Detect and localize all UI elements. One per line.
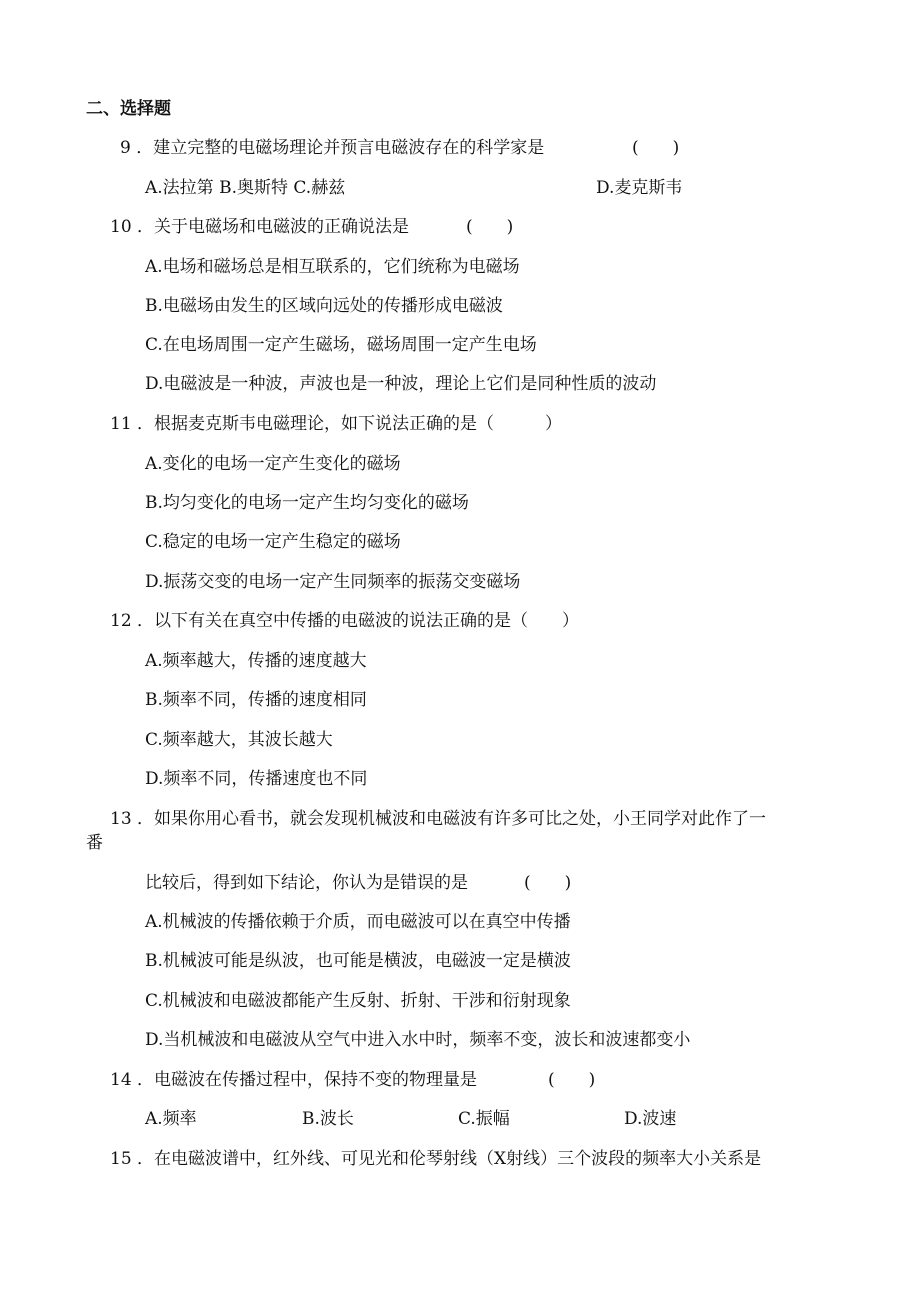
- question-10-option-a: A.电场和磁场总是相互联系的，它们统称为电磁场: [145, 257, 520, 277]
- question-13-stem: 13 ．如果你用心看书，就会发现机械波和电磁波有许多可比之处，小王同学对此作了一: [110, 809, 767, 829]
- question-12-option-d: D.频率不同，传播速度也不同: [145, 769, 368, 789]
- question-10-stem: 10 ．关于电磁场和电磁波的正确说法是: [110, 217, 410, 237]
- question-13-option-d: D.当机械波和电磁波从空气中进入水中时，频率不变，波长和波速都变小: [145, 1030, 691, 1050]
- question-13-stem-cont: 比较后，得到如下结论，你认为是错误的是: [145, 873, 468, 893]
- question-9-options-abc: A.法拉第 B.奥斯特 C.赫兹: [145, 178, 346, 198]
- question-9-option-d: D.麦克斯韦: [596, 178, 683, 198]
- question-11-option-d: D.振荡交变的电场一定产生同频率的振荡交变磁场: [145, 572, 521, 592]
- question-12-option-b: B.频率不同，传播的速度相同: [145, 690, 367, 710]
- question-12-stem: 12 ．以下有关在真空中传播的电磁波的说法正确的是（ ）: [110, 611, 580, 631]
- question-9-paren: ( ): [632, 138, 680, 158]
- question-10-option-d: D.电磁波是一种波，声波也是一种波，理论上它们是同种性质的波动: [145, 374, 657, 394]
- question-13-option-b: B.机械波可能是纵波，也可能是横波，电磁波一定是横波: [145, 951, 571, 971]
- question-14-stem: 14 ．电磁波在传播过程中，保持不变的物理量是: [110, 1070, 478, 1090]
- question-10-option-c: C.在电场周围一定产生磁场，磁场周围一定产生电场: [145, 335, 537, 355]
- question-14-option-c: C.振幅: [458, 1109, 510, 1129]
- question-14-option-b: B.波长: [302, 1109, 354, 1129]
- question-13-option-a: A.机械波的传播依赖于介质，而电磁波可以在真空中传播: [145, 912, 571, 932]
- question-12-option-c: C.频率越大，其波长越大: [145, 730, 333, 750]
- question-13-option-c: C.机械波和电磁波都能产生反射、折射、干涉和衍射现象: [145, 991, 571, 1011]
- question-14-option-a: A.频率: [145, 1109, 197, 1129]
- question-9-stem: 9 ．建立完整的电磁场理论并预言电磁波存在的科学家是: [120, 138, 545, 158]
- section-title: 二、选择题: [86, 99, 171, 119]
- question-11-stem: 11 ．根据麦克斯韦电磁理论，如下说法正确的是（ ）: [110, 414, 563, 434]
- question-13-paren: ( ): [524, 873, 572, 893]
- question-11-option-c: C.稳定的电场一定产生稳定的磁场: [145, 532, 401, 552]
- question-10-option-b: B.电磁场由发生的区域向远处的传播形成电磁波: [145, 296, 503, 316]
- question-13-stem-wrap: 番: [86, 833, 103, 853]
- question-15-stem: 15 ．在电磁波谱中，红外线、可见光和伦琴射线（X射线）三个波段的频率大小关系是: [110, 1149, 762, 1169]
- question-12-option-a: A.频率越大，传播的速度越大: [145, 651, 367, 671]
- question-11-option-b: B.均匀变化的电场一定产生均匀变化的磁场: [145, 493, 469, 513]
- question-14-option-d: D.波速: [624, 1109, 677, 1129]
- question-11-option-a: A.变化的电场一定产生变化的磁场: [145, 454, 401, 474]
- question-14-paren: ( ): [548, 1070, 596, 1090]
- question-10-paren: ( ): [466, 217, 514, 237]
